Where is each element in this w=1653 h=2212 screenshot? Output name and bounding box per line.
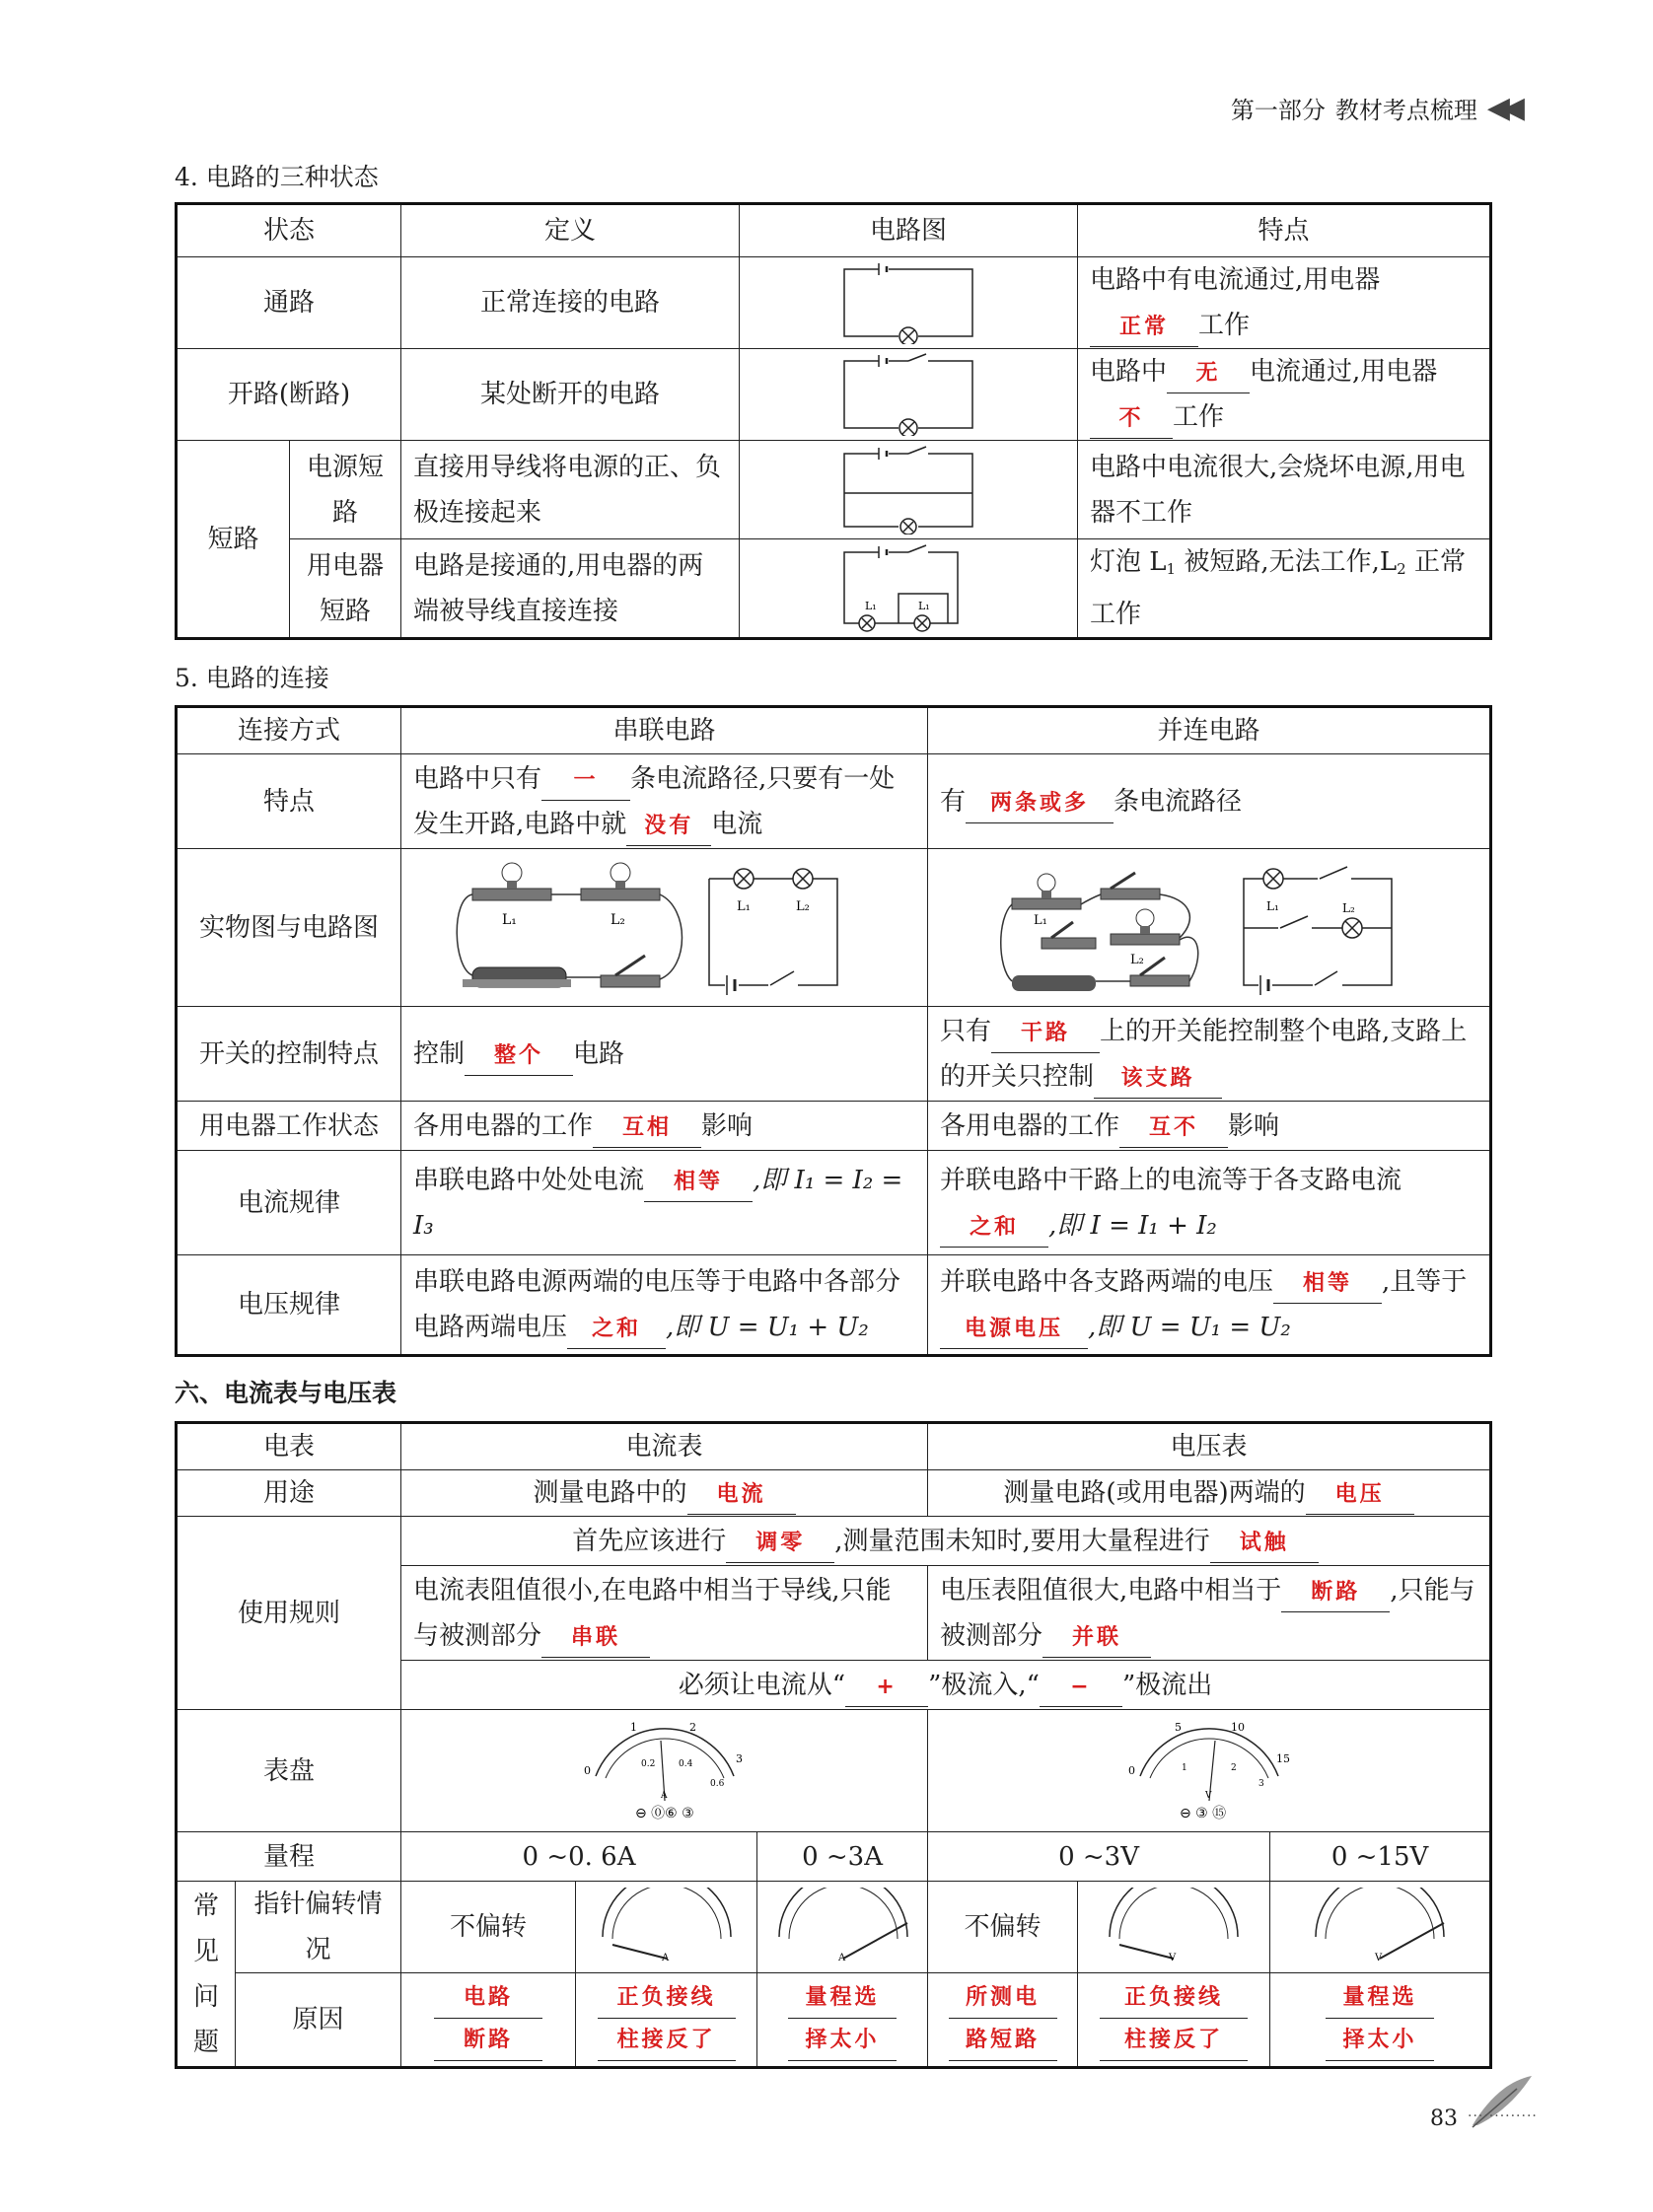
overscale-voltmeter-unit: V (1375, 1953, 1383, 1963)
state-closed: 通路 (177, 257, 401, 349)
ammeter-unit: A (660, 1790, 668, 1801)
reason-1: 电路 断路 (401, 1973, 576, 2068)
voltmeter-terminals: ⊖ ③ ⑮ (1179, 1805, 1226, 1821)
reason-3: 量程选 择太小 (757, 1973, 928, 2068)
voltmeter-overscale-dial (1270, 1882, 1491, 1973)
series-diagram-l2: L₂ (795, 898, 810, 914)
parallel-current: 并联电路中干路上的电流等于各支路电流之和 ,即 I = I₁ + I₂ (928, 1151, 1491, 1255)
series-current: 串联电路中处处电流 相等 ,即 I₁ = I₂ = I₃ (401, 1151, 928, 1255)
section-6-title: 六、电流表与电压表 (175, 1379, 397, 1407)
answer-plus: + (845, 1669, 928, 1707)
dial-label: 表盘 (177, 1710, 401, 1832)
use-label: 用途 (177, 1470, 401, 1517)
diagram-short-source (740, 441, 1078, 539)
page-dots: ············· (1468, 2108, 1538, 2124)
ammeter-small-04: 0.4 (678, 1758, 692, 1769)
voltmeter-small-2: 2 (1230, 1762, 1237, 1773)
deflection-label: 指针偏转情况 (236, 1882, 401, 1973)
reason-5: 正负接线 柱接反了 (1078, 1973, 1270, 2068)
ammeter-tick-2: 2 (688, 1720, 696, 1734)
header-definition: 定义 (401, 204, 740, 257)
def-closed: 正常连接的电路 (401, 257, 740, 349)
voltmeter-tick-15: 15 (1275, 1751, 1290, 1765)
circuit-connection-table (175, 705, 1492, 1357)
header-feature: 特点 (1078, 204, 1491, 257)
ammeter-use: 测量电路中的 电流 (401, 1470, 928, 1517)
parallel-feature: 有 两条或多 条电流路径 (928, 754, 1491, 849)
series-feature: 电路中只有 一 条电流路径,只要有一处发生开路,电路中就 没有 电流 (401, 754, 928, 849)
voltmeter-tick-10: 10 (1230, 1720, 1245, 1734)
parallel-voltage: 并联电路中各支路两端的电压 相等 ,且等于电源电压 ,即 U = U₁ = U₂ (928, 1255, 1491, 1356)
row-label-current: 电流规律 (177, 1151, 401, 1255)
diagram-short-appliance (740, 539, 1078, 639)
ammeter-no-deflection: 不偏转 (401, 1882, 576, 1973)
state-short: 短路 (177, 441, 290, 639)
diagram-closed (740, 257, 1078, 349)
ammeter-overscale-dial (757, 1882, 928, 1973)
ammeter-reverse-dial (576, 1882, 757, 1973)
rules-line-3: 必须让电流从“ + ”极流入,“ − ”极流出 (401, 1661, 1491, 1710)
meter-header: 电表 (177, 1423, 401, 1470)
ammeter-terminals: ⊖ ⓪⑥ ③ (634, 1805, 694, 1821)
section-4-title: 4. 电路的三种状态 (175, 163, 379, 191)
feature-short-appliance: 灯泡 L1 被短路,无法工作,L2 正常工作 (1078, 539, 1491, 639)
header-diagram: 电路图 (740, 204, 1078, 257)
answer-open-circuit: 断路 (1281, 1574, 1390, 1612)
answer-source-voltage: 电源电压 (940, 1311, 1088, 1349)
voltmeter-header: 电压表 (928, 1423, 1491, 1470)
answer-voltage-equal: 相等 (1273, 1265, 1382, 1304)
parallel-working: 各用电器的工作 互不 影响 (928, 1102, 1491, 1151)
conn-header-mode: 连接方式 (177, 707, 401, 754)
voltmeter-small-1: 1 (1181, 1762, 1187, 1773)
answer-two-or-more: 两条或多 (966, 785, 1114, 823)
reason-6: 量程选 择太小 (1270, 1973, 1491, 2068)
conn-header-parallel: 并连电路 (928, 707, 1491, 754)
range-label: 量程 (177, 1832, 401, 1882)
meters-table (175, 1421, 1492, 2069)
def-short-appliance: 电路是接通的,用电器的两端被导线直接连接 (401, 539, 740, 639)
answer-voltage-sum: 之和 (567, 1311, 666, 1349)
answer-main-line: 干路 (991, 1015, 1100, 1053)
ammeter-rule: 电流表阻值很小,在电路中相当于导线,只能与被测部分 串联 (401, 1566, 928, 1661)
series-pictures (401, 849, 928, 1007)
feature-open: 电路中 无 电流通过,用电器 不 工作 (1078, 349, 1491, 441)
reason-4: 所测电 路短路 (928, 1973, 1078, 2068)
answer-one: 一 (541, 762, 630, 801)
ammeter-dial (401, 1710, 928, 1832)
problems-label: 常见问题 (177, 1882, 236, 2068)
state-open: 开路(断路) (177, 349, 401, 441)
circuit-states-table (175, 202, 1492, 640)
short-appliance: 用电器短路 (290, 539, 401, 639)
range-06a: 0 ~0. 6A (401, 1832, 757, 1882)
answer-not: 不 (1090, 400, 1173, 439)
voltmeter-tick-5: 5 (1174, 1720, 1182, 1734)
parallel-diagram-l2: L₂ (1341, 900, 1355, 915)
parallel-switch: 只有 干路 上的开关能控制整个电路,支路上的开关只控制 该支路 (928, 1007, 1491, 1102)
section-5-title: 5. 电路的连接 (175, 664, 329, 692)
rules-label: 使用规则 (177, 1517, 401, 1710)
voltmeter-no-deflection: 不偏转 (928, 1882, 1078, 1973)
header-part: 第一部分 (1230, 97, 1326, 124)
header-arrows-icon: ◀◀ (1486, 91, 1517, 125)
series-voltage: 串联电路电源两端的电压等于电路中各部分电路两端电压 之和 ,即 U = U₁ + U₂ (401, 1255, 928, 1356)
header-title: 教材考点梳理 (1334, 97, 1477, 124)
ammeter-small-02: 0.2 (640, 1758, 655, 1769)
answer-trial: 试触 (1210, 1525, 1319, 1563)
range-3a: 0 ~3A (757, 1832, 928, 1882)
answer-voltage: 电压 (1306, 1476, 1414, 1515)
reason-label: 原因 (236, 1973, 401, 2068)
short-source: 电源短路 (290, 441, 401, 539)
ammeter-small-06: 0.6 (709, 1778, 724, 1789)
answer-series: 串联 (541, 1619, 650, 1658)
answer-normal: 正常 (1090, 309, 1198, 347)
conn-header-series: 串联电路 (401, 707, 928, 754)
answer-equal: 相等 (644, 1164, 753, 1202)
voltmeter-use: 测量电路(或用电器)两端的 电压 (928, 1470, 1491, 1517)
svg-text:L₁: L₁ (865, 599, 877, 612)
overscale-ammeter-unit: A (838, 1953, 846, 1963)
row-label-switch: 开关的控制特点 (177, 1007, 401, 1102)
answer-mutual: 互相 (593, 1109, 701, 1148)
row-label-voltage: 电压规律 (177, 1255, 401, 1356)
rules-line-1: 首先应该进行 调零 ,测量范围未知时,要用大量程进行 试触 (401, 1517, 1491, 1566)
parallel-label-l1: L₁ (1033, 912, 1047, 928)
answer-sum: 之和 (940, 1209, 1048, 1248)
answer-zero: 调零 (726, 1525, 834, 1563)
header-state: 状态 (177, 204, 401, 257)
def-short-source: 直接用导线将电源的正、负极连接起来 (401, 441, 740, 539)
answer-minus: − (1040, 1669, 1122, 1707)
answer-current: 电流 (687, 1476, 796, 1515)
ammeter-tick-3: 3 (735, 1751, 743, 1765)
range-15v: 0 ~15V (1270, 1832, 1491, 1882)
page-number: 83 (1430, 2106, 1458, 2131)
feature-closed: 电路中有电流通过,用电器 正常 工作 (1078, 257, 1491, 349)
row-label-working: 用电器工作状态 (177, 1102, 401, 1151)
series-label-l2: L₂ (610, 911, 625, 928)
parallel-label-l2: L₂ (1129, 952, 1144, 967)
reverse-voltmeter-unit: V (1169, 1953, 1177, 1963)
voltmeter-rule: 电压表阻值很大,电路中相当于 断路 ,只能与被测部分 并联 (928, 1566, 1491, 1661)
voltmeter-tick-0: 0 (1127, 1763, 1135, 1777)
answer-entire: 整个 (465, 1037, 573, 1076)
feature-short-source: 电路中电流很大,会烧坏电源,用电器不工作 (1078, 441, 1491, 539)
parallel-diagram-l1: L₁ (1265, 898, 1279, 913)
voltmeter-unit: V (1204, 1790, 1212, 1801)
ammeter-tick-1: 1 (629, 1720, 637, 1734)
voltmeter-reverse-dial (1078, 1882, 1270, 1973)
diagram-open (740, 349, 1078, 441)
page-header (1231, 91, 1517, 125)
series-diagram-l1: L₁ (736, 898, 751, 914)
range-3v: 0 ~3V (928, 1832, 1270, 1882)
row-label-pictures: 实物图与电路图 (177, 849, 401, 1007)
series-switch: 控制 整个 电路 (401, 1007, 928, 1102)
ammeter-header: 电流表 (401, 1423, 928, 1470)
reason-2: 正负接线 柱接反了 (576, 1973, 757, 2068)
row-label-feature: 特点 (177, 754, 401, 849)
series-working: 各用电器的工作 互相 影响 (401, 1102, 928, 1151)
answer-this-branch: 该支路 (1094, 1060, 1222, 1099)
def-open: 某处断开的电路 (401, 349, 740, 441)
answer-no: 无 (1167, 355, 1250, 393)
answer-none: 没有 (626, 808, 711, 846)
voltmeter-dial (928, 1710, 1491, 1832)
answer-parallel: 并联 (1042, 1619, 1151, 1658)
svg-text:L₁: L₁ (918, 599, 930, 612)
voltmeter-small-3: 3 (1258, 1778, 1264, 1789)
ammeter-tick-0: 0 (583, 1763, 591, 1777)
parallel-pictures (928, 849, 1491, 1007)
series-label-l1: L₁ (501, 911, 517, 928)
reverse-ammeter-unit: A (661, 1953, 669, 1963)
answer-independent: 互不 (1119, 1109, 1228, 1148)
